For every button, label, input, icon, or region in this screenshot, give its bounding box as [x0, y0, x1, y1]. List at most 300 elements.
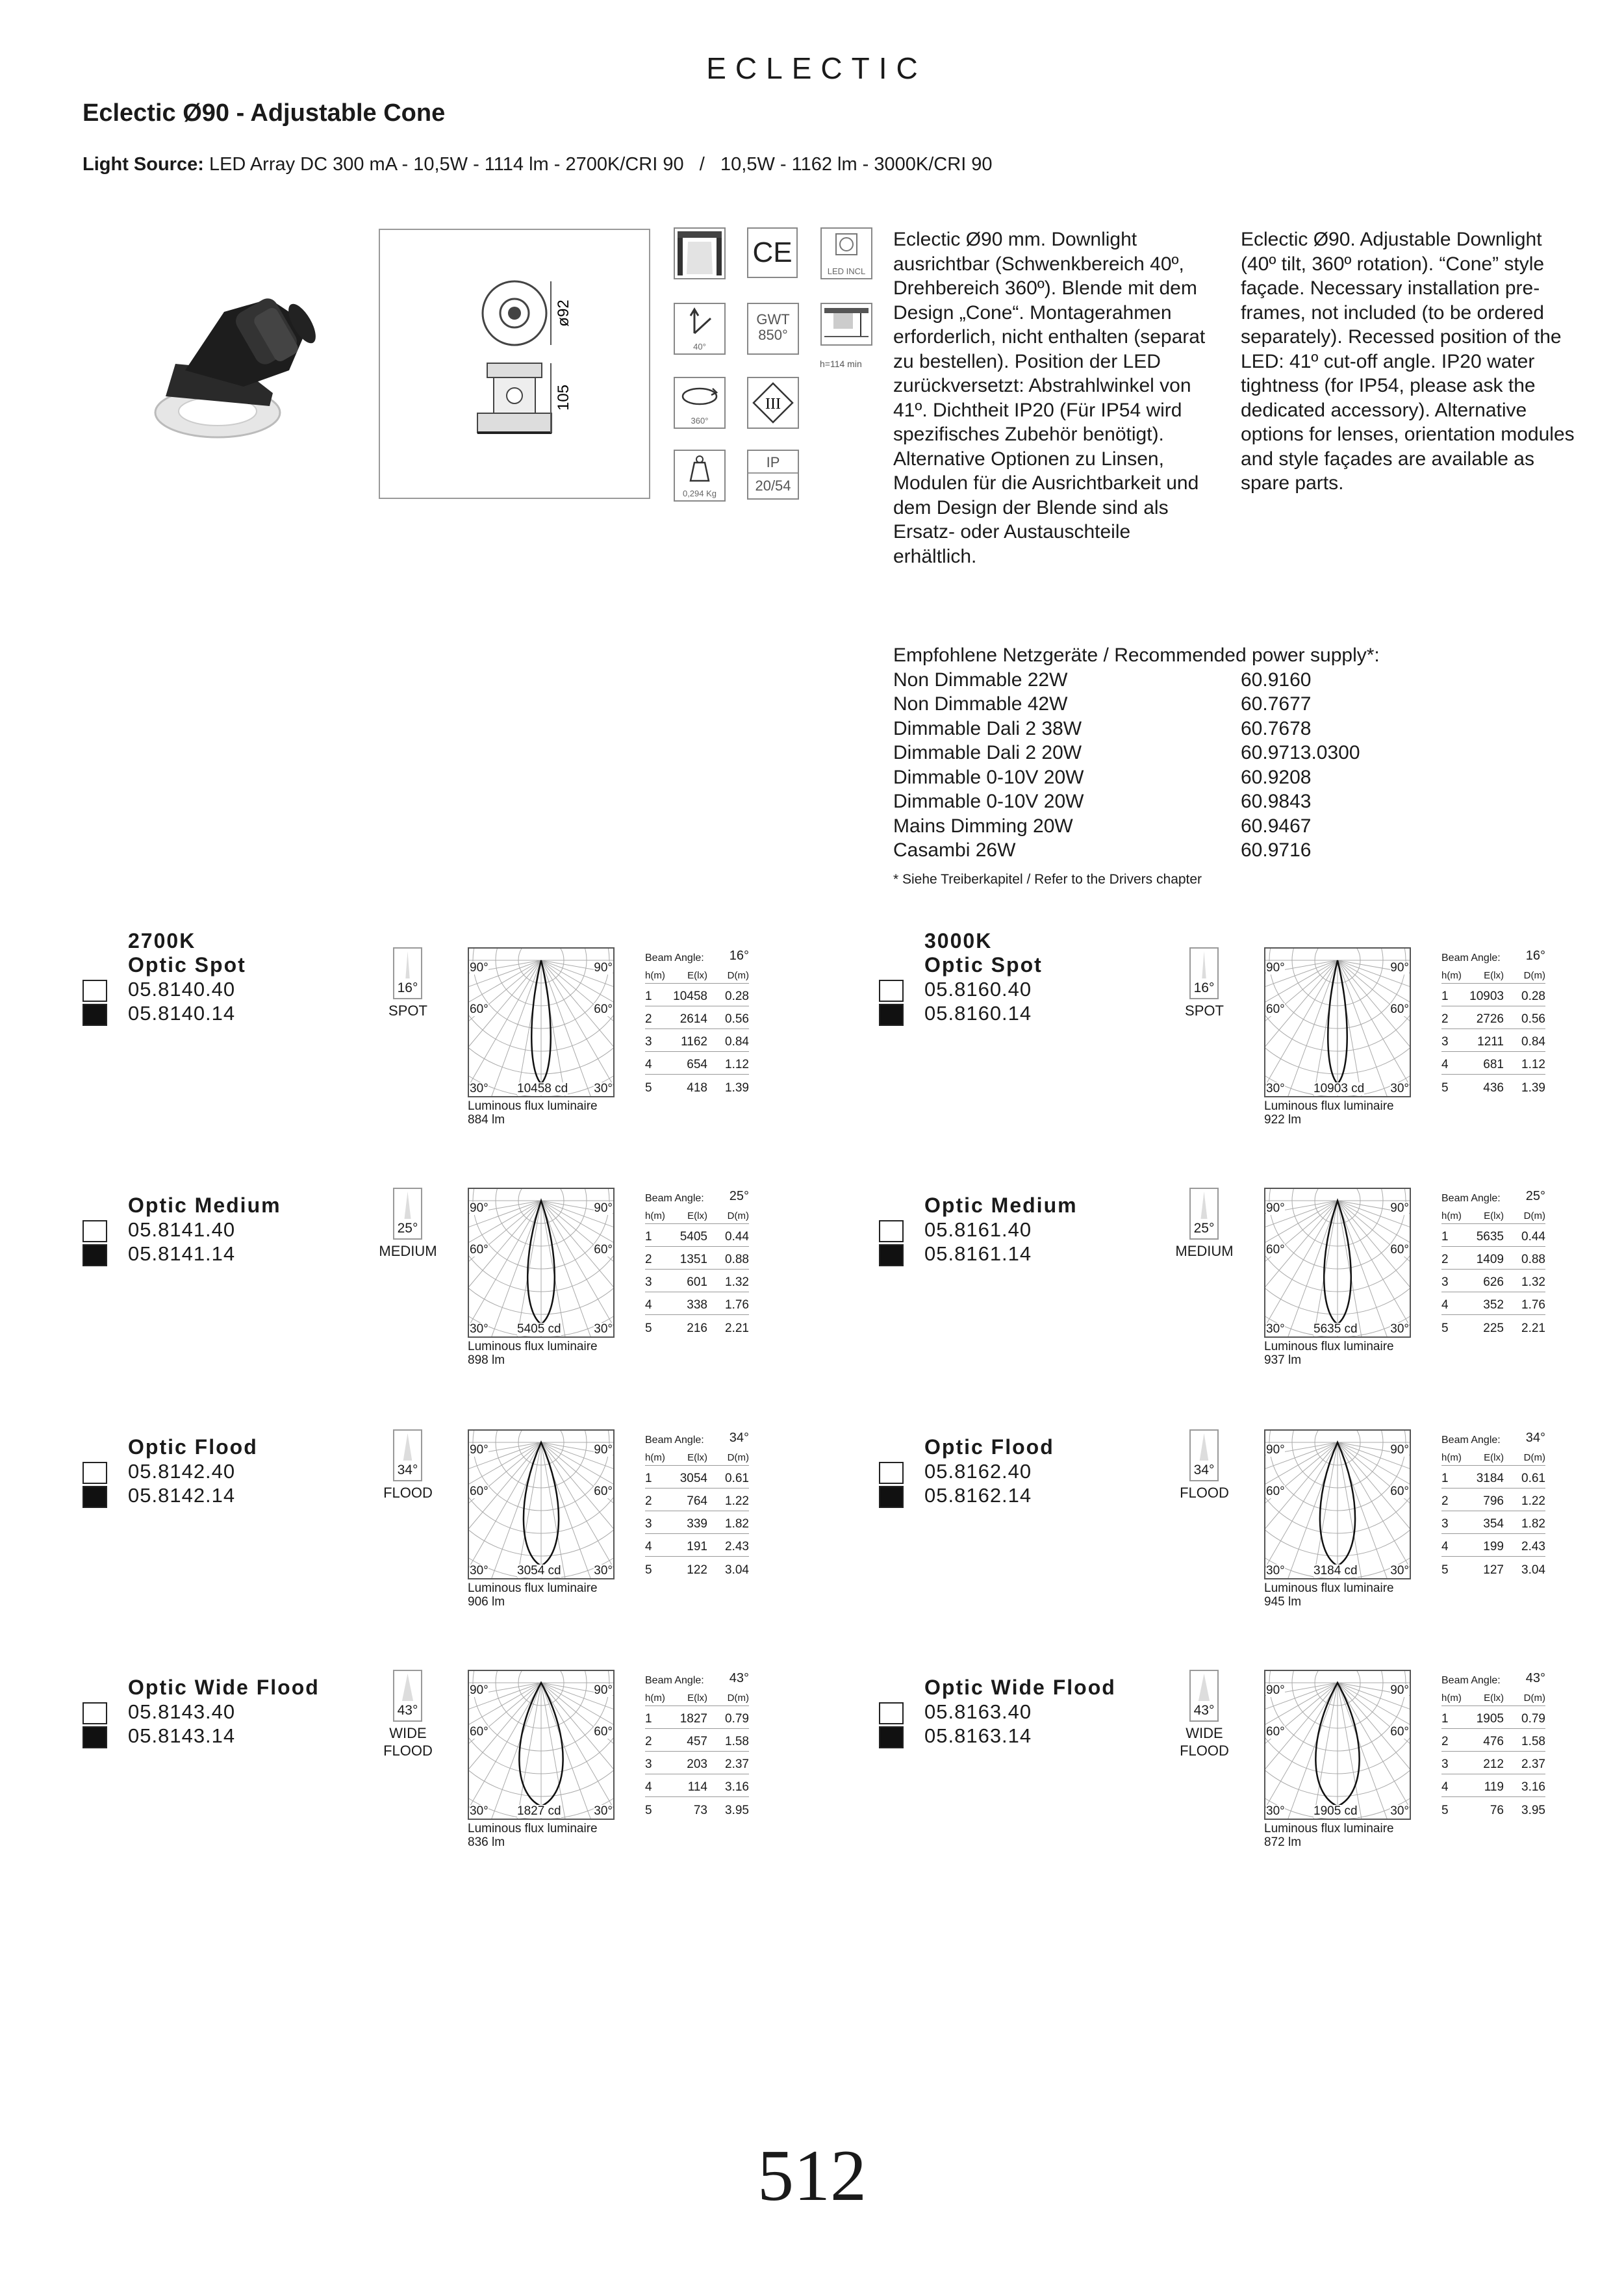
candela-value: 3054 cd — [517, 1564, 561, 1578]
beam-table — [1441, 947, 1545, 1097]
rotation-label: 360° — [691, 415, 709, 426]
table-row — [645, 1075, 749, 1097]
beam-angle-label: Beam Angle: — [1441, 1193, 1501, 1204]
code-white: 05.8163.40 — [924, 1700, 1032, 1723]
power-supply-name: Dimmable Dali 2 38W — [893, 717, 1082, 739]
cell-d: 0.79 — [1521, 1712, 1545, 1726]
power-supply-name: Casambi 26W — [893, 839, 1016, 861]
optic-name: Optic Medium — [128, 1194, 281, 1217]
polar-30-left: 30° — [470, 1082, 488, 1095]
cell-e: 122 — [687, 1563, 707, 1577]
candela-value: 10903 cd — [1313, 1082, 1365, 1095]
col-e: E(lx) — [1484, 1210, 1504, 1221]
cell-h: 4 — [1441, 1780, 1449, 1794]
power-supply-row — [893, 668, 1380, 693]
beam-icon — [393, 1429, 422, 1481]
col-h: h(m) — [645, 1693, 665, 1704]
table-row — [645, 1534, 749, 1557]
optic-block — [82, 929, 894, 1169]
cell-d: 3.95 — [725, 1804, 749, 1817]
table-row — [1441, 1774, 1545, 1797]
polar-30-right: 30° — [1390, 1322, 1409, 1336]
flux-value: 922 lm — [1264, 1113, 1302, 1127]
cell-d: 3.95 — [1521, 1804, 1545, 1817]
power-supply-title: Empfohlene Netzgeräte / Recommended power supply*: — [893, 645, 1380, 666]
white-finish-swatch — [82, 1220, 107, 1242]
candela-value: 5405 cd — [517, 1322, 561, 1336]
polar-90-left: 90° — [470, 961, 488, 975]
beam-label: MEDIUM — [1175, 1243, 1234, 1259]
cell-d: 0.61 — [1521, 1472, 1545, 1485]
black-finish-swatch — [879, 1004, 904, 1026]
power-supply-code: 60.9713.0300 — [1241, 742, 1360, 763]
polar-60-left: 60° — [470, 1003, 488, 1016]
black-finish-swatch — [82, 1244, 107, 1266]
polar-90-right: 90° — [594, 1683, 613, 1697]
polar-30-right: 30° — [594, 1322, 613, 1336]
cell-e: 681 — [1483, 1058, 1504, 1071]
beam-icon — [393, 1670, 422, 1722]
cell-h: 1 — [1441, 990, 1449, 1003]
black-finish-swatch — [82, 1004, 107, 1026]
cell-h: 5 — [1441, 1563, 1449, 1577]
cell-e: 2726 — [1476, 1012, 1504, 1026]
ip-label: IP — [748, 451, 798, 474]
description-en: Eclectic Ø90. Adjustable Downlight (40º tilt, 360º rotation). “Cone” style façade. Necessary installation pre-frames, not included (to be ordered separately). Recessed position of the LED: 41º cut-off angle. IP20 water tightness (for IP54, please ask the dedicated accessory). Alternative options for lenses, orientation modules and style façades are available as spare parts. — [1241, 229, 1575, 494]
polar-diagram — [468, 1188, 615, 1338]
polar-90-right: 90° — [1390, 1683, 1409, 1697]
polar-90-left: 90° — [1266, 1201, 1285, 1215]
col-h: h(m) — [1441, 970, 1462, 981]
power-supply-name: Dimmable 0-10V 20W — [893, 766, 1084, 788]
technical-drawing-box — [379, 229, 650, 499]
flux-label: Luminous flux luminaire — [468, 1340, 598, 1353]
power-supply-note: * Siehe Treiberkapitel / Refer to the Drivers chapter — [893, 872, 1202, 887]
cell-h: 2 — [1441, 1494, 1449, 1508]
cell-d: 3.04 — [725, 1563, 749, 1577]
candela-value: 3184 cd — [1313, 1564, 1358, 1578]
polar-30-left: 30° — [470, 1564, 488, 1578]
flux-value: 898 lm — [468, 1353, 505, 1367]
cell-e: 1211 — [1477, 1035, 1504, 1049]
beam-angle-table-value: 43° — [729, 1671, 749, 1685]
light-source-label: Light Source: — [82, 154, 204, 175]
cell-e: 354 — [1483, 1517, 1504, 1531]
code-black: 05.8162.14 — [924, 1484, 1032, 1507]
table-row — [1441, 1466, 1545, 1488]
table-row — [645, 1247, 749, 1270]
beam-table — [1441, 1429, 1545, 1579]
cell-d: 2.43 — [1521, 1540, 1545, 1553]
cell-d: 0.88 — [1521, 1253, 1545, 1266]
technical-drawing — [380, 230, 649, 498]
cell-e: 3184 — [1476, 1472, 1504, 1485]
optic-block — [879, 929, 1624, 1169]
cell-h: 2 — [645, 1253, 652, 1266]
cell-d: 1.12 — [725, 1058, 749, 1071]
power-supply-name: Dimmable Dali 2 20W — [893, 742, 1082, 763]
cell-d: 1.32 — [725, 1275, 749, 1289]
cell-d: 2.43 — [725, 1540, 749, 1553]
candela-value: 10458 cd — [517, 1082, 568, 1095]
beam-icon — [393, 1188, 422, 1240]
beam-angle-label: Beam Angle: — [1441, 1675, 1501, 1686]
flux-value: 836 lm — [468, 1835, 505, 1849]
power-supply-row — [893, 717, 1380, 741]
col-d: D(m) — [727, 1693, 749, 1704]
polar-90-left: 90° — [470, 1201, 488, 1215]
flux-label: Luminous flux luminaire — [1264, 1822, 1394, 1835]
beam-angle-value: 25° — [397, 1221, 418, 1236]
weight-label: 0,294 Kg — [682, 488, 717, 498]
polar-60-right: 60° — [594, 1485, 613, 1498]
cell-e: 436 — [1483, 1081, 1504, 1095]
gwt-value: 850° — [758, 327, 788, 344]
table-row — [645, 1752, 749, 1774]
cell-e: 114 — [687, 1780, 707, 1794]
cell-d: 0.28 — [1521, 990, 1545, 1003]
beam-label: FLOOD — [1180, 1485, 1229, 1501]
beam-table — [645, 947, 749, 1097]
table-row — [645, 1774, 749, 1797]
code-black: 05.8140.14 — [128, 1002, 236, 1025]
flux-value: 945 lm — [1264, 1595, 1302, 1609]
product-title: Eclectic Ø90 - Adjustable Cone — [82, 99, 446, 127]
col-h: h(m) — [645, 1452, 665, 1463]
cell-e: 352 — [1483, 1298, 1504, 1312]
dim-height: 105 — [555, 384, 572, 411]
polar-30-right: 30° — [594, 1564, 613, 1578]
col-e: E(lx) — [1484, 970, 1504, 981]
cell-e: 601 — [687, 1275, 707, 1289]
polar-60-left: 60° — [1266, 1485, 1285, 1498]
led-incl-label: LED INCL — [827, 266, 866, 276]
cell-e: 3054 — [679, 1472, 707, 1485]
beam-label: FLOOD — [383, 1485, 433, 1501]
candela-value: 5635 cd — [1313, 1322, 1358, 1336]
light-source-line — [82, 154, 993, 175]
polar-30-right: 30° — [1390, 1804, 1409, 1818]
power-supply-code: 60.9160 — [1241, 669, 1312, 691]
cell-e: 212 — [1483, 1757, 1504, 1771]
table-row — [1441, 1706, 1545, 1729]
polar-30-left: 30° — [1266, 1322, 1285, 1336]
ip-value: 20/54 — [755, 478, 791, 494]
power-supply-row — [893, 692, 1380, 717]
cell-h: 1 — [645, 1712, 652, 1726]
flux-value: 872 lm — [1264, 1835, 1302, 1849]
polar-diagram — [1264, 947, 1411, 1097]
cell-h: 1 — [645, 1230, 652, 1244]
cell-e: 1162 — [681, 1035, 707, 1049]
beam-angle-label: Beam Angle: — [1441, 952, 1501, 964]
tilt-icon — [674, 303, 726, 355]
code-black: 05.8160.14 — [924, 1002, 1032, 1025]
cell-e: 418 — [687, 1081, 707, 1095]
table-row — [1441, 1247, 1545, 1270]
beam-table — [645, 1188, 749, 1338]
cell-e: 127 — [1483, 1563, 1504, 1577]
code-black: 05.8143.14 — [128, 1724, 236, 1747]
beam-angle-table-value: 25° — [729, 1189, 749, 1203]
cell-e: 1409 — [1476, 1253, 1504, 1266]
optic-name: Optic Flood — [128, 1435, 258, 1459]
cell-h: 2 — [1441, 1253, 1449, 1266]
cell-h: 2 — [1441, 1012, 1449, 1026]
polar-60-right: 60° — [594, 1243, 613, 1257]
table-row — [1441, 1534, 1545, 1557]
table-row — [1441, 1224, 1545, 1247]
ip-rating-icon — [747, 450, 799, 500]
cell-e: 1351 — [679, 1253, 707, 1266]
cell-h: 5 — [1441, 1322, 1449, 1335]
white-finish-swatch — [879, 980, 904, 1002]
cell-d: 2.37 — [725, 1757, 749, 1771]
cell-h: 4 — [645, 1540, 652, 1553]
polar-90-left: 90° — [1266, 1683, 1285, 1697]
code-white: 05.8162.40 — [924, 1460, 1032, 1483]
candela-value: 1827 cd — [517, 1804, 561, 1818]
code-black: 05.8141.14 — [128, 1242, 236, 1265]
code-white: 05.8160.40 — [924, 978, 1032, 1001]
cell-e: 76 — [1490, 1804, 1504, 1817]
cell-e: 225 — [1483, 1322, 1504, 1335]
beam-label: WIDE FLOOD — [1180, 1725, 1229, 1759]
cell-d: 1.12 — [1521, 1058, 1545, 1071]
cell-e: 199 — [1483, 1540, 1504, 1553]
cell-d: 1.58 — [725, 1735, 749, 1748]
led-incl-icon — [820, 227, 872, 279]
white-finish-swatch — [82, 1702, 107, 1724]
installation-height-label: h=114 min — [820, 359, 862, 369]
col-d: D(m) — [1523, 970, 1545, 981]
polar-60-left: 60° — [470, 1725, 488, 1739]
cell-e: 1905 — [1476, 1712, 1504, 1726]
cell-d: 0.56 — [725, 1012, 749, 1026]
cell-d: 0.84 — [1521, 1035, 1545, 1049]
cell-e: 119 — [1484, 1780, 1504, 1794]
col-d: D(m) — [727, 1452, 749, 1463]
polar-60-right: 60° — [1390, 1485, 1409, 1498]
table-row — [1441, 1315, 1545, 1338]
cell-d: 2.21 — [725, 1322, 749, 1335]
polar-diagram — [468, 1670, 615, 1820]
optic-block — [82, 1652, 894, 1892]
polar-30-right: 30° — [1390, 1564, 1409, 1578]
cell-d: 1.32 — [1521, 1275, 1545, 1289]
white-finish-swatch — [879, 1702, 904, 1724]
optic-block — [82, 1169, 894, 1410]
col-e: E(lx) — [687, 1210, 707, 1221]
cell-e: 654 — [687, 1058, 707, 1071]
cell-e: 796 — [1483, 1494, 1504, 1508]
black-finish-swatch — [82, 1726, 107, 1748]
cell-h: 1 — [1441, 1712, 1449, 1726]
table-row — [645, 1052, 749, 1075]
flux-label: Luminous flux luminaire — [1264, 1099, 1394, 1113]
black-finish-swatch — [82, 1486, 107, 1508]
polar-60-left: 60° — [1266, 1243, 1285, 1257]
installation-height-icon — [820, 303, 872, 346]
cell-h: 1 — [1441, 1472, 1449, 1485]
flux-value: 906 lm — [468, 1595, 505, 1609]
cell-h: 4 — [1441, 1540, 1449, 1553]
code-white: 05.8141.40 — [128, 1218, 236, 1241]
beam-table — [645, 1670, 749, 1820]
dim-diameter: ø92 — [555, 300, 572, 327]
polar-diagram — [468, 947, 615, 1097]
code-white: 05.8143.40 — [128, 1700, 236, 1723]
cell-d: 0.56 — [1521, 1012, 1545, 1026]
table-row — [1441, 1511, 1545, 1534]
table-row — [645, 1557, 749, 1579]
beam-angle-table-value: 43° — [1525, 1671, 1545, 1685]
beam-angle-value: 43° — [397, 1703, 418, 1718]
cell-h: 4 — [645, 1298, 652, 1312]
flux-value: 884 lm — [468, 1113, 505, 1127]
optic-block — [82, 1411, 894, 1652]
cell-h: 5 — [1441, 1804, 1449, 1817]
polar-30-left: 30° — [1266, 1804, 1285, 1818]
polar-60-left: 60° — [1266, 1725, 1285, 1739]
code-white: 05.8161.40 — [924, 1218, 1032, 1241]
power-supply-name: Non Dimmable 42W — [893, 693, 1068, 715]
col-d: D(m) — [1523, 1210, 1545, 1221]
beam-angle-table-value: 16° — [729, 949, 749, 963]
cell-e: 338 — [687, 1298, 707, 1312]
power-supply-row — [893, 789, 1380, 814]
cell-e: 1827 — [679, 1712, 707, 1726]
beam-angle-table-value: 34° — [729, 1431, 749, 1445]
cell-h: 3 — [1441, 1757, 1449, 1771]
table-row — [1441, 1729, 1545, 1752]
cell-d: 1.76 — [1521, 1298, 1545, 1312]
cell-d: 1.82 — [725, 1517, 749, 1531]
cell-d: 0.44 — [1521, 1230, 1545, 1244]
cell-h: 1 — [1441, 1230, 1449, 1244]
col-d: D(m) — [727, 970, 749, 981]
code-white: 05.8142.40 — [128, 1460, 236, 1483]
gwt-label: GWT — [756, 311, 790, 327]
table-row — [1441, 1797, 1545, 1820]
cell-d: 3.16 — [725, 1780, 749, 1794]
cell-d: 3.16 — [1521, 1780, 1545, 1794]
table-row — [645, 1797, 749, 1820]
table-row — [1441, 1006, 1545, 1029]
polar-90-left: 90° — [470, 1683, 488, 1697]
cell-e: 10458 — [673, 990, 707, 1003]
cell-h: 3 — [645, 1035, 652, 1049]
recessed-icon — [674, 227, 726, 279]
cell-e: 5635 — [1476, 1230, 1504, 1244]
beam-angle-value: 43° — [1193, 1703, 1215, 1718]
polar-diagram — [1264, 1429, 1411, 1579]
black-finish-swatch — [879, 1726, 904, 1748]
cell-h: 5 — [645, 1081, 652, 1095]
beam-table — [1441, 1188, 1545, 1338]
table-row — [1441, 1270, 1545, 1292]
power-supply-code: 60.7678 — [1241, 717, 1312, 739]
polar-90-left: 90° — [470, 1443, 488, 1457]
table-row — [1441, 1557, 1545, 1579]
beam-icon — [1189, 1670, 1219, 1722]
optic-name: Optic Medium — [924, 1194, 1078, 1217]
power-supply-code: 60.9843 — [1241, 791, 1312, 812]
table-row — [645, 1006, 749, 1029]
polar-90-left: 90° — [1266, 961, 1285, 975]
color-temperature: 2700K — [128, 929, 196, 952]
table-row — [1441, 1488, 1545, 1511]
polar-diagram — [1264, 1188, 1411, 1338]
polar-60-right: 60° — [1390, 1003, 1409, 1016]
table-row — [1441, 1029, 1545, 1052]
polar-90-left: 90° — [1266, 1443, 1285, 1457]
col-h: h(m) — [1441, 1210, 1462, 1221]
polar-60-left: 60° — [470, 1243, 488, 1257]
cell-e: 2614 — [679, 1012, 707, 1026]
cell-h: 5 — [645, 1322, 652, 1335]
flux-label: Luminous flux luminaire — [1264, 1340, 1394, 1353]
cell-h: 4 — [1441, 1298, 1449, 1312]
col-h: h(m) — [1441, 1693, 1462, 1704]
cell-h: 4 — [645, 1780, 652, 1794]
power-supply-row — [893, 838, 1380, 863]
polar-30-left: 30° — [1266, 1564, 1285, 1578]
table-row — [645, 1029, 749, 1052]
cell-d: 0.44 — [725, 1230, 749, 1244]
cell-e: 626 — [1483, 1275, 1504, 1289]
cell-h: 2 — [645, 1012, 652, 1026]
power-supply-name: Dimmable 0-10V 20W — [893, 791, 1084, 812]
table-row — [645, 1488, 749, 1511]
flux-value: 937 lm — [1264, 1353, 1302, 1367]
beam-table — [1441, 1670, 1545, 1820]
col-d: D(m) — [1523, 1693, 1545, 1704]
polar-90-right: 90° — [1390, 1443, 1409, 1457]
beam-icon — [393, 947, 422, 999]
polar-30-left: 30° — [1266, 1082, 1285, 1095]
cell-d: 0.79 — [725, 1712, 749, 1726]
tilt-label: 40° — [693, 341, 706, 351]
beam-angle-value: 25° — [1193, 1221, 1215, 1236]
beam-label: WIDE FLOOD — [383, 1725, 433, 1759]
cell-e: 457 — [687, 1735, 707, 1748]
cell-d: 1.39 — [1521, 1081, 1545, 1095]
power-supply-row — [893, 741, 1380, 765]
polar-60-right: 60° — [1390, 1725, 1409, 1739]
cell-h: 4 — [645, 1058, 652, 1071]
polar-90-right: 90° — [594, 961, 613, 975]
flux-label: Luminous flux luminaire — [468, 1099, 598, 1113]
polar-60-left: 60° — [470, 1485, 488, 1498]
cell-h: 1 — [645, 1472, 652, 1485]
optic-block — [879, 1411, 1624, 1652]
polar-60-left: 60° — [1266, 1003, 1285, 1016]
polar-90-right: 90° — [594, 1443, 613, 1457]
cell-h: 2 — [1441, 1735, 1449, 1748]
power-supply-code: 60.7677 — [1241, 693, 1312, 715]
code-white: 05.8140.40 — [128, 978, 236, 1001]
optic-name: Optic Wide Flood — [924, 1676, 1116, 1699]
light-source-text: LED Array DC 300 mA - 10,5W - 1114 lm - 2700K/CRI 90 / 10,5W - 1162 lm - 3000K/CRI 90 — [209, 154, 993, 175]
power-supply-row — [893, 814, 1380, 839]
table-row — [645, 1224, 749, 1247]
cell-e: 73 — [693, 1804, 707, 1817]
table-row — [645, 984, 749, 1006]
code-black: 05.8163.14 — [924, 1724, 1032, 1747]
cell-e: 339 — [687, 1517, 707, 1531]
col-e: E(lx) — [1484, 1452, 1504, 1463]
